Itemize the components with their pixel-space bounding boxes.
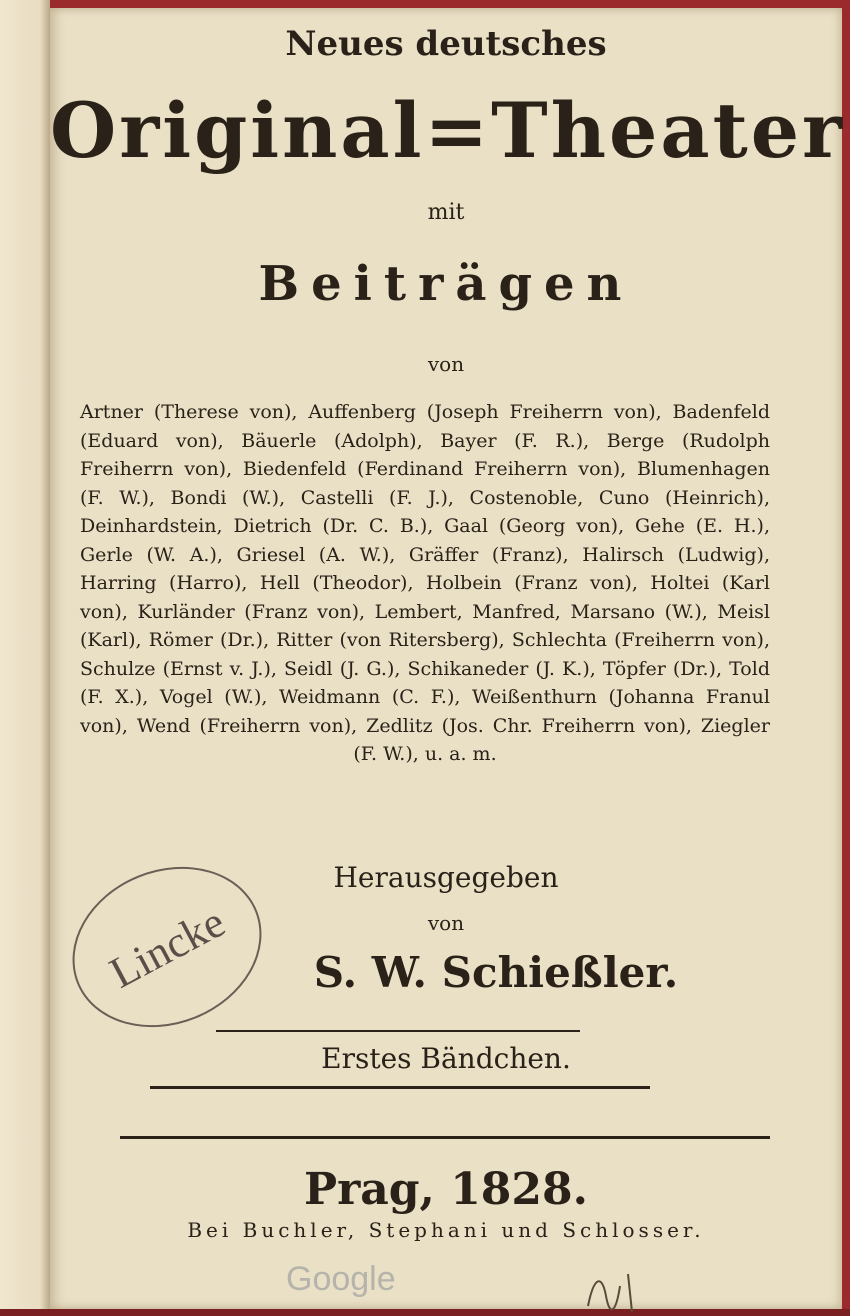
editor-label: Herausgegeben — [333, 861, 559, 894]
stamp-text: Lincke — [101, 896, 233, 998]
publisher-line: Bei Buchler, Stephani und Schlosser. — [187, 1218, 705, 1242]
place-year: Prag, 1828. — [304, 1164, 588, 1215]
word-von: von — [427, 352, 465, 376]
word-beitraegen: Beiträgen — [258, 256, 634, 312]
volume-label: Erstes Bändchen. — [321, 1042, 571, 1075]
google-watermark: Google — [286, 1260, 396, 1298]
title-page — [50, 8, 846, 1309]
main-title: Original=Theater — [50, 86, 846, 175]
editor-name: S. W. Schießler. — [313, 948, 679, 997]
divider-rule — [216, 1030, 580, 1032]
word-mit: mit — [427, 200, 465, 225]
divider-rule — [120, 1136, 770, 1139]
contributors-list: Artner (Therese von), Auffenberg (Joseph Freiherrn von), Badenfeld (Eduard von), Bäuerle (Adolph), Bayer (F. R.), Berge (Rudolph Freiherrn von), Biedenfeld (Ferdinand Freiherrn von), Blumenhagen (F. W.), Bondi (W.), Castelli (F. J.), Costenoble, Cuno (Heinrich), Deinhardstein, Dietrich (Dr. C. B.), Gaal (Georg von), Gehe (E. H.), Gerle (W. A.), Griesel (A. W.), Gräffer (Franz), Halirsch (Ludwig), Harring (Harro), Hell (Theodor), Holbein (Franz von), Holtei (Karl von), Kurländer (Franz von), Lembert, Manfred, Marsano (W.), Meisl (Karl), Römer (Dr.), Ritter (von Ritersberg), Schlechta (Freiherrn von), Schulze (Ernst v. J.), Seidl (J. G.), Schikaneder (J. K.), Töpfer (Dr.), Told (F. X.), Vogel (W.), Weidmann (C. F.), Weißenthurn (Johanna Franul von), Wend (Freiherrn von), Zedlitz (Jos. Chr. Freiherrn von), Ziegler (F. W.), u. a. m. — [80, 401, 770, 765]
page-edge-left — [0, 0, 50, 1309]
divider-rule — [150, 1086, 650, 1089]
editor-von: von — [427, 911, 465, 935]
title-top: Neues deutsches — [285, 24, 607, 64]
